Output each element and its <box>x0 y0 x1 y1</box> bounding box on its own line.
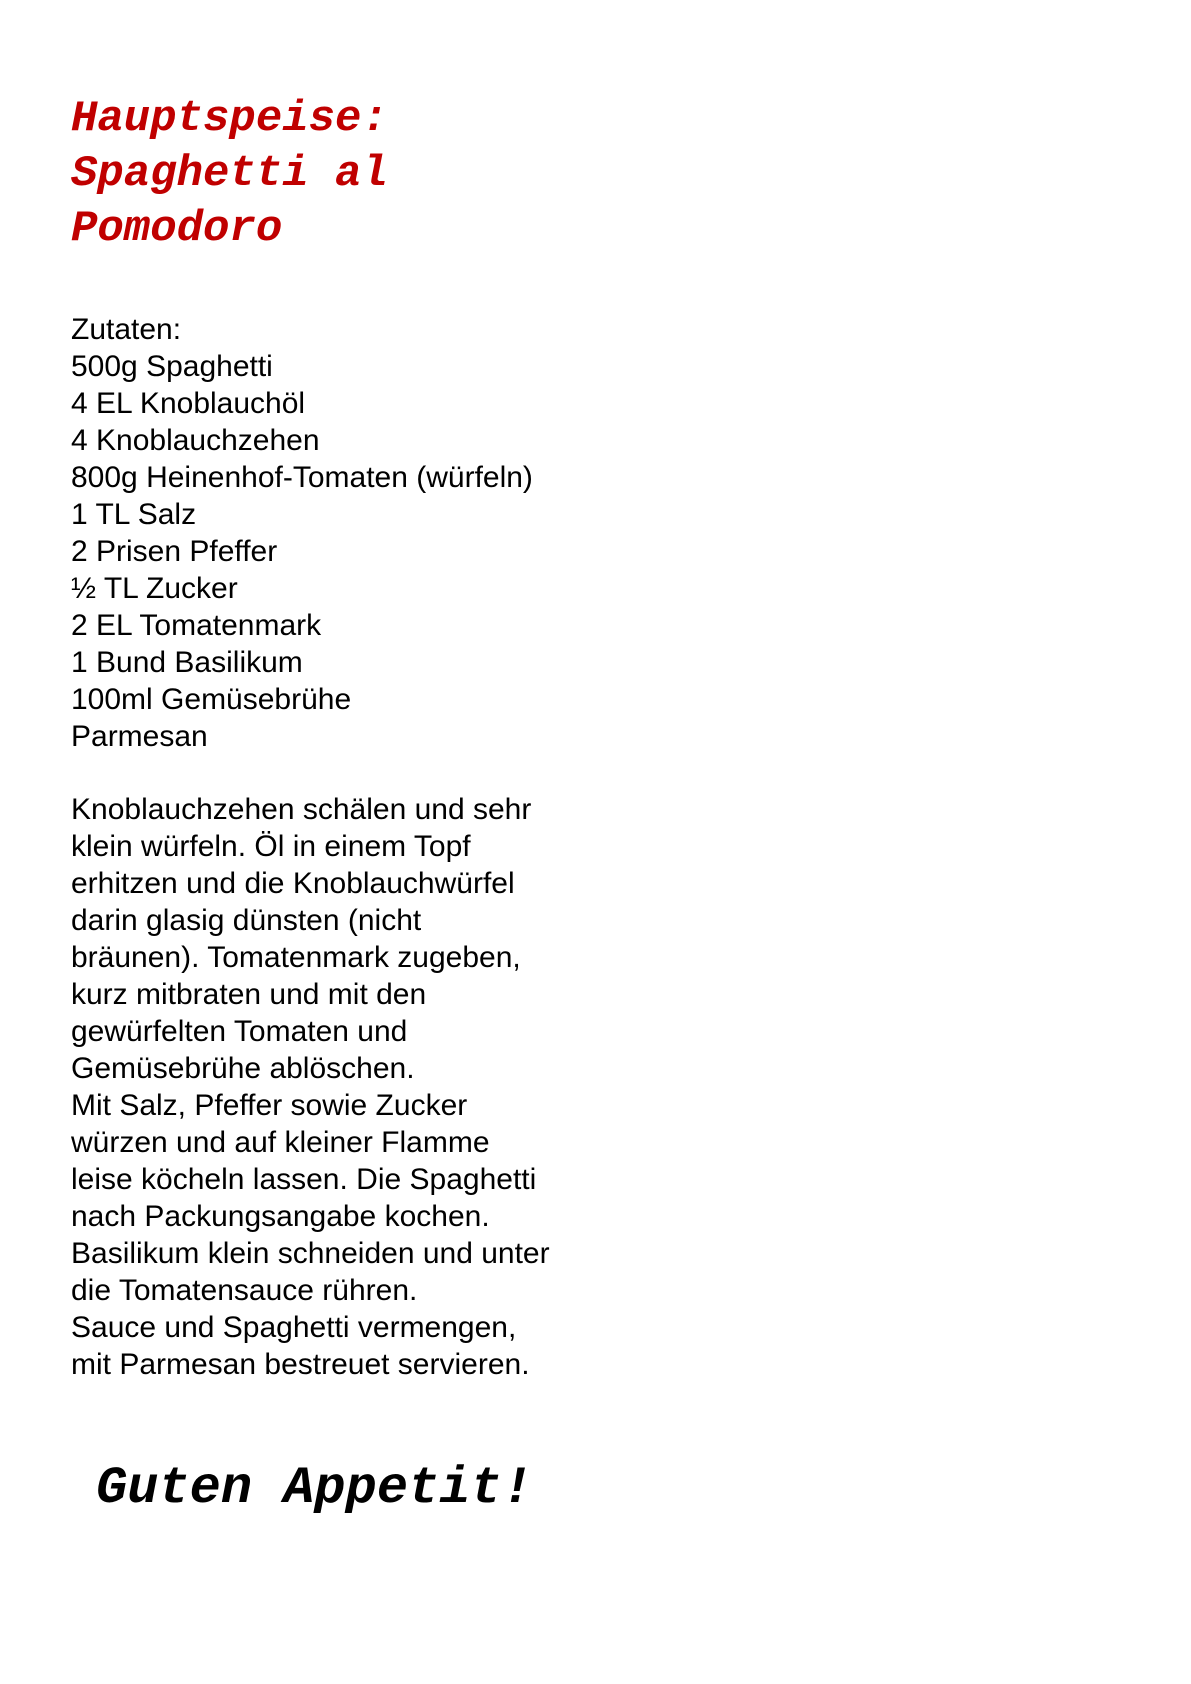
instructions-paragraph <box>71 791 550 1383</box>
instruction-line: mit Parmesan bestreuet servieren. <box>71 1348 530 1381</box>
ingredients-heading: Zutaten: <box>71 313 182 346</box>
instruction-line: Sauce und Spaghetti vermengen, <box>71 1311 517 1344</box>
instruction-line: die Tomatensauce rühren. <box>71 1274 418 1307</box>
ingredient-item: 500g Spaghetti <box>71 350 273 383</box>
title-line: Hauptspeise: <box>71 94 388 144</box>
instruction-line: würzen und auf kleiner Flamme <box>71 1126 490 1159</box>
instruction-line: Gemüsebrühe ablöschen. <box>71 1052 415 1085</box>
instruction-line: kurz mitbraten und mit den <box>71 978 427 1011</box>
ingredient-item: 2 EL Tomatenmark <box>71 609 322 642</box>
recipe-title <box>71 92 388 257</box>
ingredient-item: 800g Heinenhof-Tomaten (würfeln) <box>71 461 533 494</box>
instruction-line: nach Packungsangabe kochen. <box>71 1200 490 1233</box>
title-line: Pomodoro <box>71 204 283 254</box>
ingredient-item: 1 Bund Basilikum <box>71 646 303 679</box>
ingredients-list <box>71 311 533 755</box>
ingredient-item: 4 EL Knoblauchöl <box>71 387 306 420</box>
instruction-line: Knoblauchzehen schälen und sehr <box>71 793 532 826</box>
instruction-line: Basilikum klein schneiden und unter <box>71 1237 550 1270</box>
instruction-line: darin glasig dünsten (nicht <box>71 904 422 937</box>
title-line: Spaghetti al <box>71 149 388 199</box>
instruction-line: Mit Salz, Pfeffer sowie Zucker <box>71 1089 468 1122</box>
instruction-line: klein würfeln. Öl in einem Topf <box>71 830 471 863</box>
ingredient-item: 4 Knoblauchzehen <box>71 424 320 457</box>
ingredient-item: 2 Prisen Pfeffer <box>71 535 278 568</box>
ingredient-item: ½ TL Zucker <box>71 572 238 605</box>
instruction-line: bräunen). Tomatenmark zugeben, <box>71 941 521 974</box>
instruction-line: gewürfelten Tomaten und <box>71 1015 408 1048</box>
closing-greeting: Guten Appetit! <box>96 1459 533 1518</box>
instruction-line: leise köcheln lassen. Die Spaghetti <box>71 1163 537 1196</box>
ingredient-item: Parmesan <box>71 720 208 753</box>
ingredient-item: 100ml Gemüsebrühe <box>71 683 352 716</box>
ingredient-item: 1 TL Salz <box>71 498 197 531</box>
instruction-line: erhitzen und die Knoblauchwürfel <box>71 867 515 900</box>
